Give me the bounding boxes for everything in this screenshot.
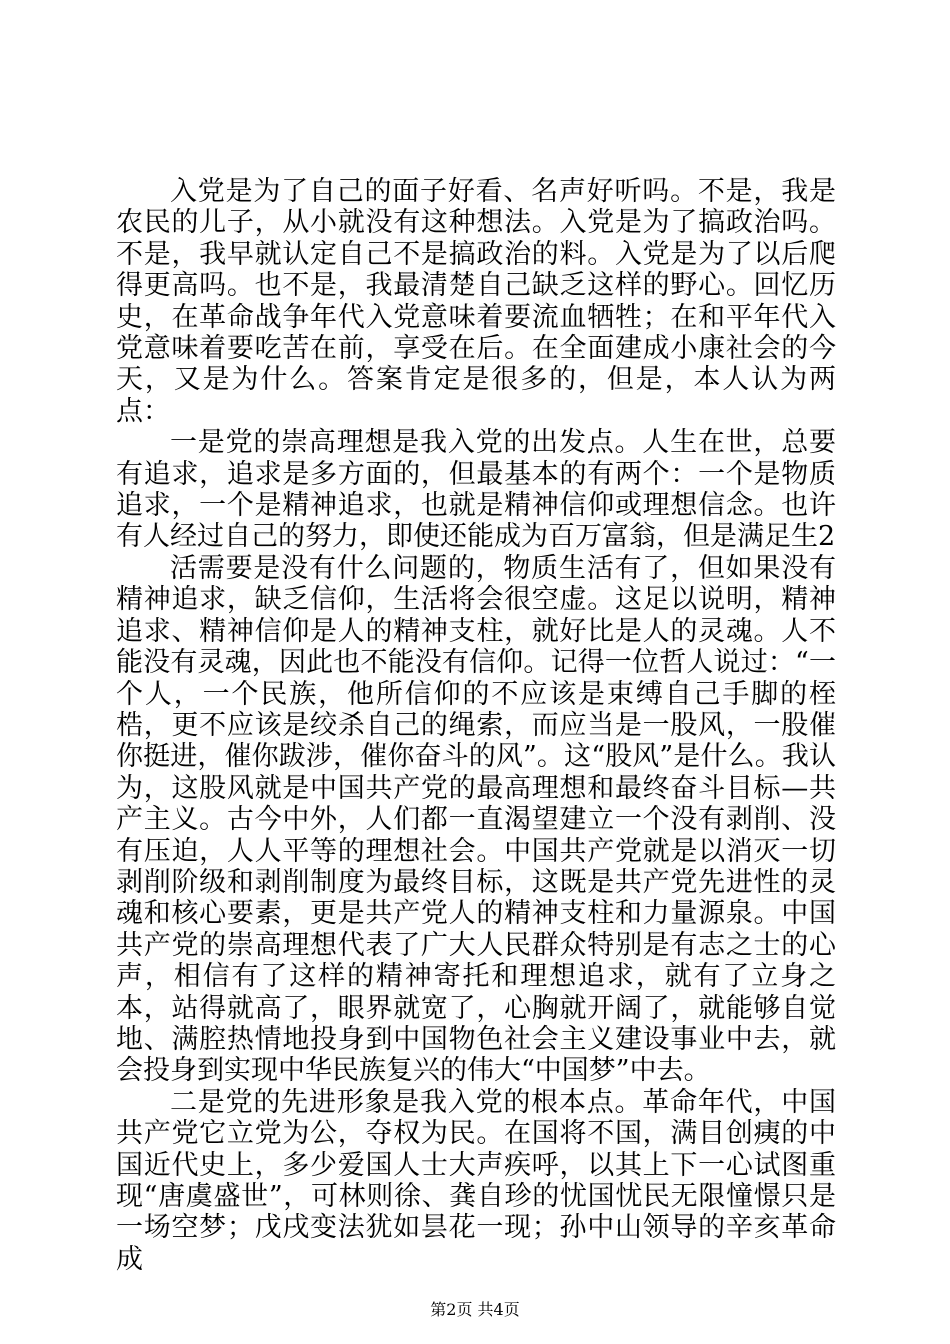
paragraph-2: 一是党的崇高理想是我入党的出发点。人生在世，总要有追求，追求是多方面的，但最基本的有两个：一个是物质追求，一个是精神追求，也就是精神信仰或理想信念。也许有人经过自己的努力，即使还能成为百万富翁，但是满足生2 (116, 427, 836, 553)
page-number-label: 第2页 共4页 (430, 1300, 520, 1319)
paragraph-3: 活需要是没有什么问题的，物质生活有了，但如果没有精神追求，缺乏信仰，生活将会很空虚。这足以说明，精神追求、精神信仰是人的精神支柱，就好比是人的灵魂。人不能没有灵魂，因此也不能没有信仰。记得一位哲人说过：“一个人，一个民族，他所信仰的不应该是束缚自己手脚的桎梏，更不应该是绞杀自己的绳索，而应当是一股风，一股催你挺进，催你跋涉，催你奋斗的风”。这“股风”是什么。我认为，这股风就是中国共产党的最高理想和最终奋斗目标—共产主义。古今中外，人们都一直渴望建立一个没有剥削、没有压迫，人人平等的理想社会。中国共产党就是以消灭一切剥削阶级和剥削制度为最终目标，这既是共产党先进性的灵魂和核心要素，更是共产党人的精神支柱和力量源泉。中国共产党的崇高理想代表了广大人民群众特别是有志之士的心声，相信有了这样的精神寄托和理想追求，就有了立身之本，站得就高了，眼界就宽了，心胸就开阔了，就能够自觉地、满腔热情地投身到中国物色社会主义建设事业中去，就会投身到实现中华民族复兴的伟大“中国梦”中去。 (116, 552, 836, 1087)
document-body (116, 176, 836, 1275)
page-footer (0, 1300, 950, 1320)
paragraph-1: 入党是为了自己的面子好看、名声好听吗。不是，我是农民的儿子，从小就没有这种想法。入党是为了搞政治吗。不是，我早就认定自己不是搞政治的料。入党是为了以后爬得更高吗。也不是，我最清楚自己缺乏这样的野心。回忆历史，在革命战争年代入党意味着要流血牺牲；在和平年代入党意味着要吃苦在前，享受在后。在全面建成小康社会的今天，又是为什么。答案肯定是很多的，但是，本人认为两点： (116, 176, 836, 427)
paragraph-4: 二是党的先进形象是我入党的根本点。革命年代，中国共产党它立党为公，夺权为民。在国将不国，满目创痍的中国近代史上，多少爱国人士大声疾呼，以其上下一心试图重现“唐虞盛世”，可林则徐、龚自珍的忧国忧民无限憧憬只是一场空梦；戊戌变法犹如昙花一现；孙中山领导的辛亥革命成 (116, 1086, 836, 1275)
